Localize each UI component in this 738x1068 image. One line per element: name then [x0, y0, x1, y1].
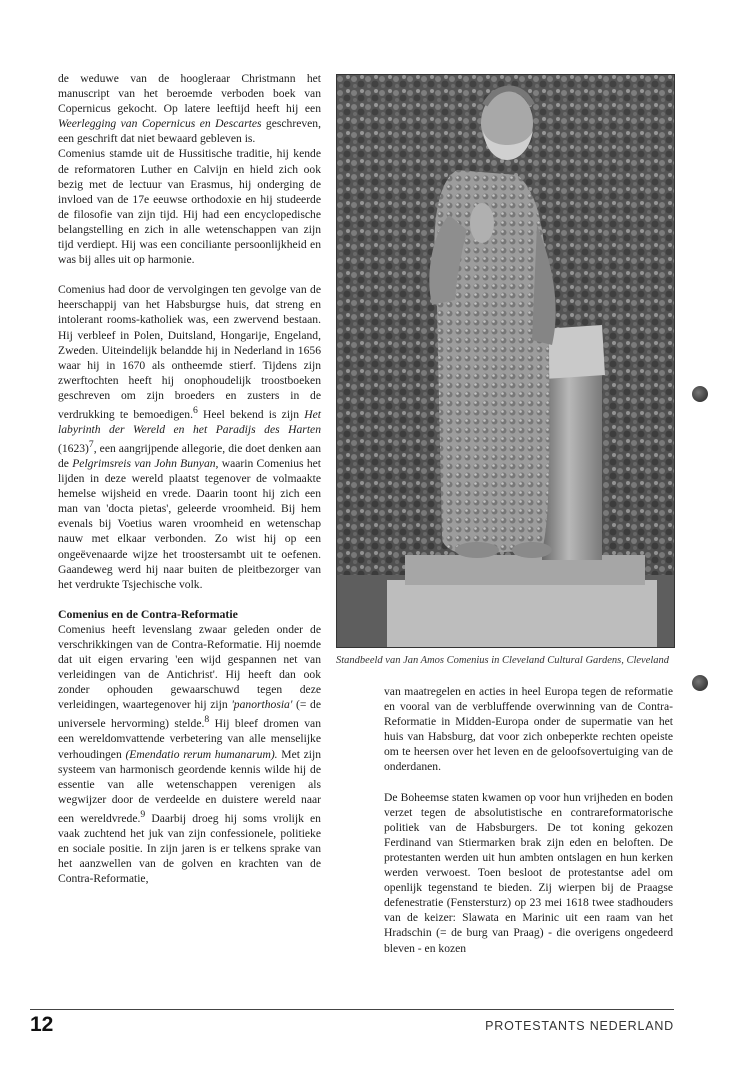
- latin-term: (Emendatio rerum humanarum).: [125, 747, 278, 761]
- footnote-ref: 9: [140, 808, 146, 820]
- right-column: [384, 684, 673, 956]
- book-title: Pelgrimsreis van John Bunyan,: [72, 456, 219, 470]
- footnote-ref: 7: [88, 439, 94, 451]
- statue-illustration: [337, 75, 674, 647]
- binder-hole: [692, 675, 708, 691]
- footer-rule: [30, 1009, 674, 1010]
- photo-caption: Standbeeld van Jan Amos Comenius in Cleveland Cultural Gardens, Cleveland: [336, 655, 670, 666]
- binder-hole: [692, 386, 708, 402]
- paragraph: Comenius had door de vervolgingen ten gevolge van de heerschappij van het Habsburgse huis, dat streng en intolerant rooms-katholiek was, een zwervend bestaan. Hij verbleef in Polen, Duitsland, Hongarije, Engeland, Zweden. Uiteindelijk belandde hij in Nederland in 1656 waar hij in 1670 als ontheemde stierf. Tijdens zijn zwerftochten heeft hij onophoudelijk troostboeken geschreven om zijn broeders en zusters in de verdrukking te bemoedigen.$^6$ Heel bekend is zijn Het labyrinth der Wereld en het Paradijs des Harten $(1623)^7$, een aangrijpende allegorie, die doet denken aan de Pelgrimsreis van John Bunyan, waarin Comenius het lijden in deze wereld plaatst tegenover de volmaakte hemelse wijsheid en vrede. Daarin toont hij zich een man van 'docta pietas', geleerde vroomheid. Bij hem evenals bij Voetius waren vroomheid en wetenschap nauw met elkaar verbonden. Zo wist hij op een ongeëvenaarde wijze het troostersambt uit te oefenen. Gaandeweg werd hij naar buiten de pleitbezorger van het verdrukte Tsjechische volk.: [58, 283, 321, 591]
- paragraph: De Boheemse staten kwamen op voor hun vrijheden en boden verzet tegen de absolutistische en contrareformatorische politiek van de Habsburgers. De tot koning gekozen Ferdinand van Stiermarken brak zijn eden en beloften. De protestanten werden uit hun ambten ontslagen en hun kerken werden verwoest. Toen besloot de protestantse adel om openlijk tegenstand te bieden. Zij wierpen bij de Praagse defenestratie (Fenstersturz) op 23 mei 1618 twee stadhouders van de keizer: Slawata en Marinic uit een raam van het Hradschin (= de burg van Praag) - die overigens ongedeerd bleven - en kozen: [384, 790, 673, 955]
- paragraph: de weduwe van de hoogleraar Christmann het manuscript van het beroemde verboden boek van Copernicus gekocht. Op latere leeftijd heeft hij een Weerlegging van Copernicus en Descartes geschreven, een geschrift dat niet bewaard gebleven is.: [58, 72, 321, 146]
- page-number: 12: [30, 1013, 54, 1036]
- section-heading: Comenius en de Contra-Reformatie: [58, 606, 238, 621]
- statue-photo: [336, 74, 675, 648]
- paragraph: van maatregelen en acties in heel Europa tegen de reformatie en vooral van de verbluffende overwinning van de Contra-Reformatie in Midden-Europa onder de supermatie van het huis van Habsburg, dat voor zich onbeperkte rechten opeiste om te heersen over het leven en de geloofsovertuiging van de onderdanen.: [384, 685, 673, 774]
- publication-name: PROTESTANTS NEDERLAND: [485, 1019, 674, 1033]
- paragraph: Comenius stamde uit de Hussitische traditie, hij kende de reformatoren Luther en Calvijn en hield zich ook bezig met de lectuur van Erasmus, hij onderging de invloed van de 17e eeuwse orthodoxie en hij studeerde de filosofie van zijn tijd. Hij had een encyclopedische belangstelling en zich in alle wetenschappen van zijn tijd verdiept. Hij was een conciliante persoonlijkheid en was bij alles uit op harmonie.: [58, 147, 321, 267]
- footnote-ref: 8: [204, 714, 210, 726]
- book-title: Weerlegging van Copernicus en Descartes: [58, 117, 262, 131]
- footnote-ref: 6: [192, 404, 198, 416]
- left-column: [58, 71, 321, 886]
- latin-term: 'panorthosia': [231, 698, 293, 712]
- book-title: Het labyrinth der Wereld en het Paradijs des Harten: [58, 407, 321, 436]
- paragraph: Comenius heeft levenslang zwaar geleden onder de verschrikkingen van de Contra-Reformatie. Hij noemde dat uit eigen ervaring 'een wijd gespannen net van verleidingen van de Antichrist'. Hij heeft dan ook zonder ophouden gewaarschuwd tegen deze verleidingen, waartegenover hij zijn 'panorthosia' (= de universele hervorming) stelde.$^8$ Hij bleef dromen van een wereldomvattende verbetering van alle menselijke verhoudingen (Emendatio rerum humanarum). Met zijn systeem van harmonisch geordende kennis wilde hij de essentie van alle wetenschappen verenigen als wegwijzer door de verdeelde en duistere wereld naar een wereldvrede.$^9$ Daarbij droeg hij soms vrolijk en vaak zuchtend het juk van zijn confessionele, politieke en sociale positie. In zijn jaren is er telkens sprake van het aanzwellen van de golven en krachten van de Contra-Reformatie,: [58, 622, 322, 886]
